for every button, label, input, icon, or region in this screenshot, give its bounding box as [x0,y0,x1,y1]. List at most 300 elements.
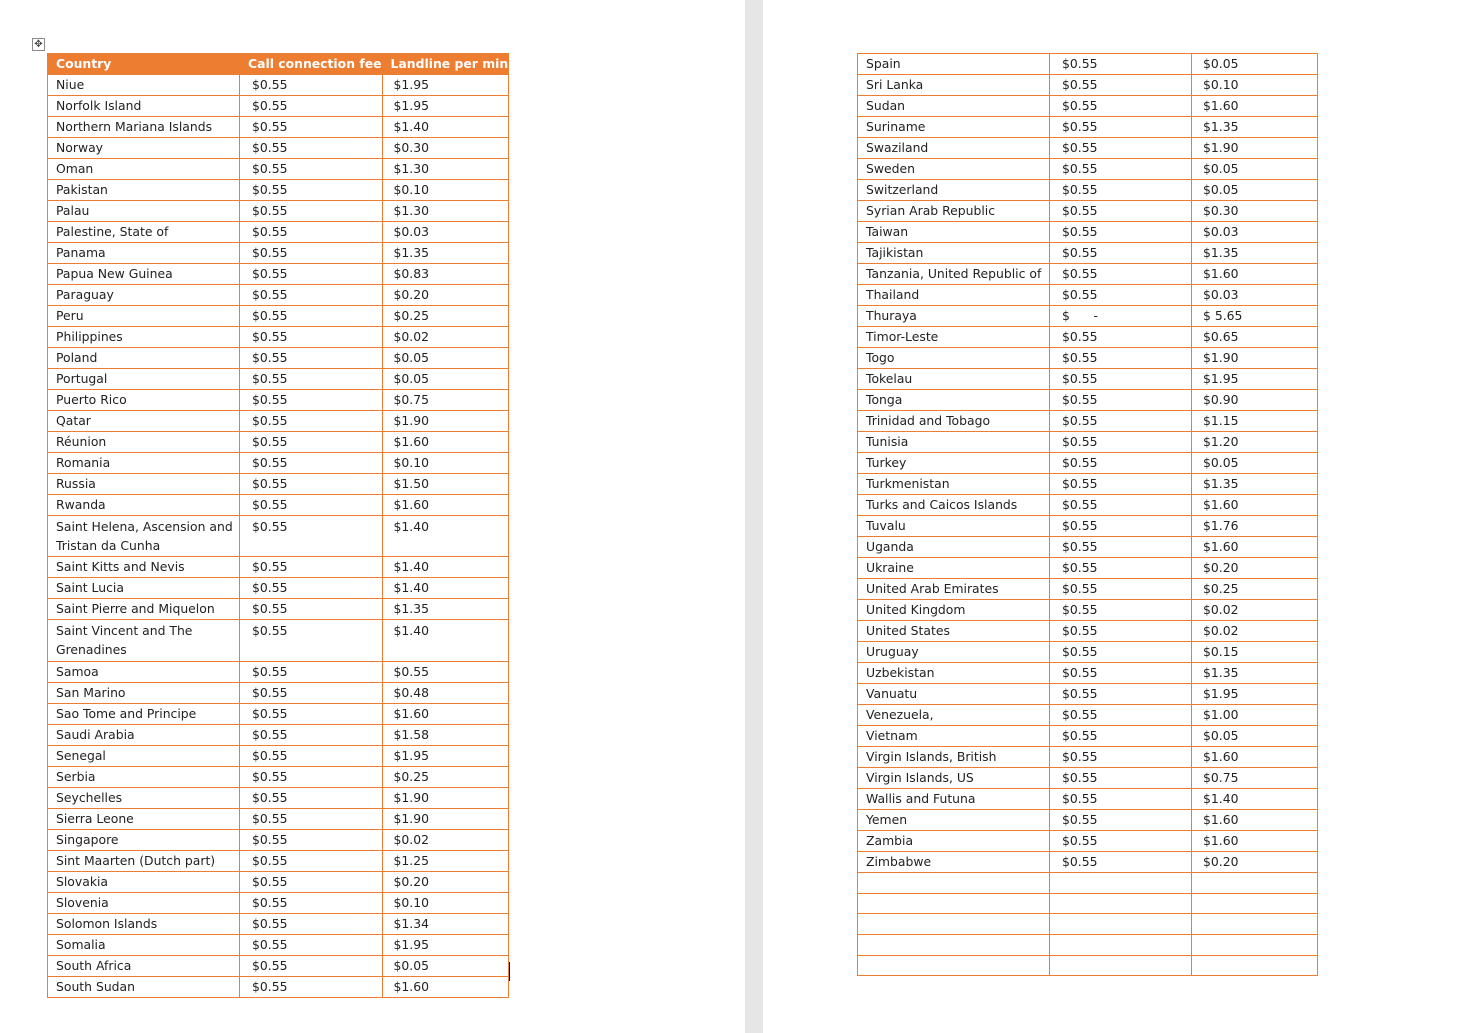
connection-fee-cell[interactable]: $0.55 [240,516,383,557]
country-cell[interactable]: Philippines [48,327,240,348]
table-move-handle-icon[interactable]: ✥ [32,38,45,51]
country-cell[interactable]: Sri Lanka [858,75,1050,96]
connection-fee-cell[interactable]: $0.55 [240,829,383,850]
connection-fee-cell[interactable]: $0.55 [240,620,383,661]
connection-fee-cell[interactable] [1050,873,1192,894]
country-cell[interactable]: Sierra Leone [48,808,240,829]
connection-fee-cell[interactable]: $0.55 [1050,684,1192,705]
landline-rate-cell[interactable]: $0.25 [382,766,509,787]
header-call-connection-fee[interactable]: Call connection fee [240,54,383,75]
country-cell[interactable]: Turkmenistan [858,474,1050,495]
country-cell[interactable]: Venezuela, [858,705,1050,726]
landline-rate-cell[interactable]: $1.35 [1192,243,1318,264]
table-row [858,327,1318,348]
country-cell[interactable]: Seychelles [48,787,240,808]
country-cell[interactable]: Virgin Islands, US [858,768,1050,789]
landline-rate-cell[interactable]: $0.90 [1192,390,1318,411]
landline-rate-cell[interactable]: $0.83 [382,264,509,285]
country-cell[interactable]: Qatar [48,411,240,432]
country-cell[interactable]: Vanuatu [858,684,1050,705]
connection-fee-cell[interactable]: $0.55 [1050,789,1192,810]
table-row [858,621,1318,642]
country-cell[interactable]: Yemen [858,810,1050,831]
landline-rate-cell[interactable]: $0.05 [1192,159,1318,180]
country-cell[interactable]: Palau [48,201,240,222]
country-cell[interactable]: Tunisia [858,432,1050,453]
landline-rate-cell[interactable]: $0.48 [382,682,509,703]
landline-rate-cell[interactable]: $1.35 [382,243,509,264]
connection-fee-cell[interactable]: $0.55 [1050,726,1192,747]
landline-rate-cell[interactable]: $1.60 [1192,831,1318,852]
table-row [858,810,1318,831]
country-cell[interactable]: Paraguay [48,285,240,306]
landline-rate-cell[interactable]: $1.90 [382,411,509,432]
landline-rate-cell[interactable]: $1.40 [382,620,509,661]
landline-rate-cell[interactable]: $1.60 [382,703,509,724]
country-cell[interactable]: Sao Tome and Principe [48,703,240,724]
country-cell[interactable]: Sweden [858,159,1050,180]
landline-rate-cell[interactable]: $0.20 [1192,558,1318,579]
country-cell[interactable]: Pakistan [48,180,240,201]
table-row [48,327,509,348]
table-row [858,201,1318,222]
landline-rate-cell[interactable]: $ 5.65 [1192,306,1318,327]
country-cell[interactable]: Serbia [48,766,240,787]
table-row [858,75,1318,96]
connection-fee-cell[interactable]: $0.55 [1050,558,1192,579]
connection-fee-cell[interactable]: $0.55 [1050,600,1192,621]
connection-fee-cell[interactable]: $0.55 [240,557,383,578]
connection-fee-cell[interactable]: $0.55 [240,892,383,913]
landline-rate-cell[interactable]: $0.55 [382,661,509,682]
connection-fee-cell[interactable]: $0.55 [240,117,383,138]
connection-fee-cell[interactable]: $0.55 [1050,495,1192,516]
connection-fee-cell[interactable]: $0.55 [240,369,383,390]
country-cell[interactable]: Tanzania, United Republic of [858,264,1050,285]
country-cell[interactable]: Oman [48,159,240,180]
connection-fee-cell[interactable]: $0.55 [240,787,383,808]
connection-fee-cell[interactable]: $0.55 [1050,621,1192,642]
country-cell[interactable]: Puerto Rico [48,390,240,411]
landline-rate-cell[interactable]: $1.95 [382,745,509,766]
connection-fee-cell[interactable]: $0.55 [1050,348,1192,369]
table-row [858,935,1318,956]
connection-fee-cell[interactable]: $0.55 [1050,201,1192,222]
country-cell[interactable]: Slovenia [48,892,240,913]
landline-rate-cell[interactable]: $1.35 [1192,474,1318,495]
landline-rate-cell[interactable]: $1.40 [382,516,509,557]
table-row [48,724,509,745]
connection-fee-cell[interactable]: $0.55 [1050,537,1192,558]
landline-rate-cell[interactable]: $1.60 [1192,537,1318,558]
landline-rate-cell[interactable]: $0.25 [382,306,509,327]
country-cell[interactable]: Zambia [858,831,1050,852]
table-row [48,976,509,997]
connection-fee-cell[interactable]: $0.55 [240,682,383,703]
table-row [48,495,509,516]
connection-fee-cell[interactable]: $0.55 [1050,579,1192,600]
landline-rate-cell[interactable]: $0.65 [1192,327,1318,348]
table-row [48,138,509,159]
connection-fee-cell[interactable]: $0.55 [240,976,383,997]
country-cell[interactable]: Sint Maarten (Dutch part) [48,850,240,871]
connection-fee-cell[interactable]: $0.55 [240,934,383,955]
country-cell[interactable]: Zimbabwe [858,852,1050,873]
landline-rate-cell[interactable]: $1.40 [1192,789,1318,810]
country-cell[interactable]: Trinidad and Tobago [858,411,1050,432]
table-row [48,453,509,474]
landline-rate-cell[interactable]: $1.40 [382,557,509,578]
table-row [858,768,1318,789]
landline-rate-cell[interactable]: $0.25 [1192,579,1318,600]
connection-fee-cell[interactable]: $0.55 [240,96,383,117]
country-cell[interactable]: Swaziland [858,138,1050,159]
table-row [858,579,1318,600]
landline-rate-cell[interactable]: $1.95 [1192,369,1318,390]
connection-fee-cell[interactable]: $0.55 [240,348,383,369]
landline-rate-cell[interactable] [1192,955,1318,976]
connection-fee-cell[interactable]: $0.55 [1050,159,1192,180]
landline-rate-cell[interactable]: $0.05 [382,348,509,369]
country-cell[interactable]: United States [858,621,1050,642]
country-cell[interactable]: Papua New Guinea [48,264,240,285]
connection-fee-cell[interactable]: $ - [1050,306,1192,327]
connection-fee-cell[interactable]: $0.55 [1050,831,1192,852]
table-row [48,766,509,787]
connection-fee-cell[interactable]: $0.55 [240,913,383,934]
landline-rate-cell[interactable]: $0.20 [382,285,509,306]
landline-rate-cell[interactable]: $1.60 [1192,495,1318,516]
country-cell[interactable]: Wallis and Futuna [858,789,1050,810]
landline-rate-cell[interactable]: $1.30 [382,201,509,222]
table-row [858,558,1318,579]
landline-rate-cell[interactable]: $1.95 [382,75,509,96]
landline-rate-cell[interactable]: $0.02 [382,829,509,850]
rates-table-right [857,53,1318,976]
country-cell[interactable]: Vietnam [858,726,1050,747]
connection-fee-cell[interactable]: $0.55 [1050,54,1192,75]
country-cell[interactable]: Thailand [858,285,1050,306]
connection-fee-cell[interactable] [1050,914,1192,935]
connection-fee-cell[interactable]: $0.55 [240,75,383,96]
landline-rate-cell[interactable]: $0.03 [382,222,509,243]
table-row [48,850,509,871]
landline-rate-cell[interactable]: $0.05 [382,955,509,976]
connection-fee-cell[interactable]: $0.55 [240,180,383,201]
landline-rate-cell[interactable]: $1.76 [1192,516,1318,537]
landline-rate-cell[interactable]: $0.10 [382,453,509,474]
table-row [858,96,1318,117]
connection-fee-cell[interactable]: $0.55 [240,474,383,495]
landline-rate-cell[interactable]: $0.10 [382,180,509,201]
connection-fee-cell[interactable]: $0.55 [240,724,383,745]
table-row [858,348,1318,369]
connection-fee-cell[interactable]: $0.55 [1050,432,1192,453]
country-cell[interactable]: Niue [48,75,240,96]
landline-rate-cell[interactable]: $0.30 [1192,201,1318,222]
country-cell[interactable]: Norfolk Island [48,96,240,117]
landline-rate-cell[interactable]: $1.35 [1192,663,1318,684]
country-cell[interactable]: Saint Pierre and Miquelon [48,599,240,620]
country-cell[interactable] [858,914,1050,935]
country-cell[interactable]: Suriname [858,117,1050,138]
connection-fee-cell[interactable]: $0.55 [1050,369,1192,390]
landline-rate-cell[interactable]: $0.05 [1192,453,1318,474]
connection-fee-cell[interactable]: $0.55 [240,766,383,787]
connection-fee-cell[interactable]: $0.55 [1050,768,1192,789]
country-cell[interactable]: Taiwan [858,222,1050,243]
landline-rate-cell[interactable]: $1.15 [1192,411,1318,432]
connection-fee-cell[interactable]: $0.55 [240,661,383,682]
country-cell[interactable]: South Africa [48,955,240,976]
connection-fee-cell[interactable] [1050,935,1192,956]
landline-rate-cell[interactable]: $1.35 [1192,117,1318,138]
country-cell[interactable]: Rwanda [48,495,240,516]
connection-fee-cell[interactable]: $0.55 [240,599,383,620]
country-cell[interactable]: Tuvalu [858,516,1050,537]
connection-fee-cell[interactable]: $0.55 [240,159,383,180]
connection-fee-cell[interactable]: $0.55 [1050,285,1192,306]
landline-rate-cell[interactable]: $1.00 [1192,705,1318,726]
connection-fee-cell[interactable]: $0.55 [240,411,383,432]
landline-rate-cell[interactable]: $1.60 [1192,747,1318,768]
connection-fee-cell[interactable]: $0.55 [240,201,383,222]
country-cell[interactable]: Somalia [48,934,240,955]
landline-rate-cell[interactable]: $0.75 [1192,768,1318,789]
country-cell[interactable]: Romania [48,453,240,474]
connection-fee-cell[interactable]: $0.55 [1050,642,1192,663]
country-cell[interactable]: Senegal [48,745,240,766]
country-cell[interactable]: Virgin Islands, British [858,747,1050,768]
connection-fee-cell[interactable] [1050,893,1192,914]
country-cell[interactable]: Turkey [858,453,1050,474]
landline-rate-cell[interactable]: $0.10 [382,892,509,913]
connection-fee-cell[interactable]: $0.55 [1050,474,1192,495]
connection-fee-cell[interactable]: $0.55 [240,745,383,766]
landline-rate-cell[interactable]: $0.05 [1192,180,1318,201]
country-cell[interactable]: South Sudan [48,976,240,997]
landline-rate-cell[interactable]: $0.03 [1192,222,1318,243]
connection-fee-cell[interactable]: $0.55 [1050,390,1192,411]
table-row [858,600,1318,621]
connection-fee-cell[interactable] [1050,955,1192,976]
landline-rate-cell[interactable]: $1.20 [1192,432,1318,453]
table-row [858,180,1318,201]
landline-rate-cell[interactable] [1192,935,1318,956]
landline-rate-cell[interactable]: $0.02 [382,327,509,348]
country-cell[interactable]: Tokelau [858,369,1050,390]
landline-rate-cell[interactable]: $0.75 [382,390,509,411]
table-row [858,789,1318,810]
country-cell[interactable]: Norway [48,138,240,159]
landline-rate-cell[interactable]: $1.60 [1192,96,1318,117]
country-cell[interactable]: Saint Kitts and Nevis [48,557,240,578]
country-cell[interactable]: Uzbekistan [858,663,1050,684]
connection-fee-cell[interactable]: $0.55 [1050,810,1192,831]
landline-rate-cell[interactable]: $1.35 [382,599,509,620]
connection-fee-cell[interactable]: $0.55 [240,222,383,243]
country-cell[interactable]: Saudi Arabia [48,724,240,745]
country-cell[interactable]: Saint Lucia [48,578,240,599]
landline-rate-cell[interactable]: $0.05 [382,369,509,390]
landline-rate-cell[interactable] [1192,893,1318,914]
landline-rate-cell[interactable]: $1.60 [382,495,509,516]
connection-fee-cell[interactable]: $0.55 [1050,747,1192,768]
table-row [48,243,509,264]
connection-fee-cell[interactable]: $0.55 [1050,96,1192,117]
table-row [48,682,509,703]
country-cell[interactable]: Palestine, State of [48,222,240,243]
landline-rate-cell[interactable]: $0.05 [1192,726,1318,747]
country-cell[interactable]: Tajikistan [858,243,1050,264]
connection-fee-cell[interactable]: $0.55 [240,703,383,724]
country-cell[interactable]: United Arab Emirates [858,579,1050,600]
landline-rate-cell[interactable]: $0.30 [382,138,509,159]
table-row [858,411,1318,432]
country-cell[interactable]: Tonga [858,390,1050,411]
country-cell[interactable]: Syrian Arab Republic [858,201,1050,222]
country-cell[interactable]: Russia [48,474,240,495]
landline-rate-cell[interactable]: $1.60 [382,976,509,997]
table-row [858,306,1318,327]
landline-rate-cell[interactable]: $1.58 [382,724,509,745]
country-cell[interactable]: Uruguay [858,642,1050,663]
landline-rate-cell[interactable]: $1.40 [382,578,509,599]
country-cell[interactable] [858,955,1050,976]
connection-fee-cell[interactable]: $0.55 [1050,852,1192,873]
landline-rate-cell[interactable]: $0.05 [1192,54,1318,75]
connection-fee-cell[interactable]: $0.55 [240,243,383,264]
connection-fee-cell[interactable]: $0.55 [240,871,383,892]
country-cell[interactable]: Switzerland [858,180,1050,201]
connection-fee-cell[interactable]: $0.55 [240,306,383,327]
country-cell[interactable]: Timor-Leste [858,327,1050,348]
landline-rate-cell[interactable]: $1.40 [382,117,509,138]
connection-fee-cell[interactable]: $0.55 [1050,264,1192,285]
connection-fee-cell[interactable]: $0.55 [240,264,383,285]
connection-fee-cell[interactable]: $0.55 [1050,327,1192,348]
landline-rate-cell[interactable]: $0.15 [1192,642,1318,663]
connection-fee-cell[interactable]: $0.55 [1050,75,1192,96]
country-cell[interactable]: Togo [858,348,1050,369]
table-row [48,703,509,724]
country-cell[interactable]: Réunion [48,432,240,453]
connection-fee-cell[interactable]: $0.55 [1050,663,1192,684]
connection-fee-cell[interactable]: $0.55 [1050,705,1192,726]
country-cell[interactable]: Peru [48,306,240,327]
table-row [858,390,1318,411]
table-row [858,495,1318,516]
table-row [858,369,1318,390]
header-country[interactable]: Country [48,54,240,75]
table-row [48,892,509,913]
country-cell[interactable]: San Marino [48,682,240,703]
country-cell[interactable]: Saint Helena, Ascension and Tristan da Cunha [48,516,240,557]
country-cell[interactable]: Sudan [858,96,1050,117]
table-row [48,913,509,934]
country-cell[interactable]: Poland [48,348,240,369]
landline-rate-cell[interactable]: $1.60 [1192,810,1318,831]
table-row [858,474,1318,495]
landline-rate-cell[interactable]: $1.60 [382,432,509,453]
connection-fee-cell[interactable]: $0.55 [240,495,383,516]
connection-fee-cell[interactable]: $0.55 [1050,453,1192,474]
country-cell[interactable]: Slovakia [48,871,240,892]
table-header-row [48,54,509,75]
country-cell[interactable]: Turks and Caicos Islands [858,495,1050,516]
country-cell[interactable]: Thuraya [858,306,1050,327]
connection-fee-cell[interactable]: $0.55 [240,432,383,453]
country-cell[interactable] [858,873,1050,894]
landline-rate-cell[interactable]: $1.25 [382,850,509,871]
landline-rate-cell[interactable]: $1.95 [382,934,509,955]
country-cell[interactable]: United Kingdom [858,600,1050,621]
connection-fee-cell[interactable]: $0.55 [1050,243,1192,264]
country-cell[interactable] [858,935,1050,956]
landline-rate-cell[interactable]: $1.60 [1192,264,1318,285]
landline-rate-cell[interactable]: $1.90 [382,787,509,808]
connection-fee-cell[interactable]: $0.55 [1050,117,1192,138]
connection-fee-cell[interactable]: $0.55 [1050,411,1192,432]
country-cell[interactable]: Samoa [48,661,240,682]
header-landline-per-min[interactable]: Landline per min [382,54,509,75]
table-row [858,243,1318,264]
country-cell[interactable]: Ukraine [858,558,1050,579]
table-row [48,599,509,620]
landline-rate-cell[interactable]: $1.90 [1192,348,1318,369]
page-gutter [745,0,763,1033]
connection-fee-cell[interactable]: $0.55 [240,453,383,474]
connection-fee-cell[interactable]: $0.55 [240,327,383,348]
landline-rate-cell[interactable]: $0.02 [1192,621,1318,642]
country-cell[interactable]: Spain [858,54,1050,75]
connection-fee-cell[interactable]: $0.55 [240,138,383,159]
connection-fee-cell[interactable]: $0.55 [240,285,383,306]
landline-rate-cell[interactable]: $1.30 [382,159,509,180]
country-cell[interactable]: Panama [48,243,240,264]
connection-fee-cell[interactable]: $0.55 [240,578,383,599]
connection-fee-cell[interactable]: $0.55 [240,808,383,829]
landline-rate-cell[interactable] [1192,914,1318,935]
country-cell[interactable]: Uganda [858,537,1050,558]
connection-fee-cell[interactable]: $0.55 [1050,138,1192,159]
connection-fee-cell[interactable]: $0.55 [240,390,383,411]
landline-rate-cell[interactable]: $1.95 [1192,684,1318,705]
connection-fee-cell[interactable]: $0.55 [1050,222,1192,243]
country-cell[interactable]: Singapore [48,829,240,850]
landline-rate-cell[interactable]: $1.90 [382,808,509,829]
country-cell[interactable] [858,893,1050,914]
landline-rate-cell[interactable]: $1.34 [382,913,509,934]
country-cell[interactable]: Portugal [48,369,240,390]
country-cell[interactable]: Saint Vincent and The Grenadines [48,620,240,661]
landline-rate-cell[interactable]: $0.02 [1192,600,1318,621]
connection-fee-cell[interactable]: $0.55 [1050,180,1192,201]
landline-rate-cell[interactable]: $0.10 [1192,75,1318,96]
country-cell[interactable]: Northern Mariana Islands [48,117,240,138]
landline-rate-cell[interactable] [1192,873,1318,894]
landline-rate-cell[interactable]: $1.90 [1192,138,1318,159]
connection-fee-cell[interactable]: $0.55 [240,955,383,976]
country-cell[interactable]: Solomon Islands [48,913,240,934]
connection-fee-cell[interactable]: $0.55 [240,850,383,871]
landline-rate-cell[interactable]: $1.50 [382,474,509,495]
connection-fee-cell[interactable]: $0.55 [1050,516,1192,537]
landline-rate-cell[interactable]: $0.20 [1192,852,1318,873]
landline-rate-cell[interactable]: $0.03 [1192,285,1318,306]
landline-rate-cell[interactable]: $0.20 [382,871,509,892]
landline-rate-cell[interactable]: $1.95 [382,96,509,117]
